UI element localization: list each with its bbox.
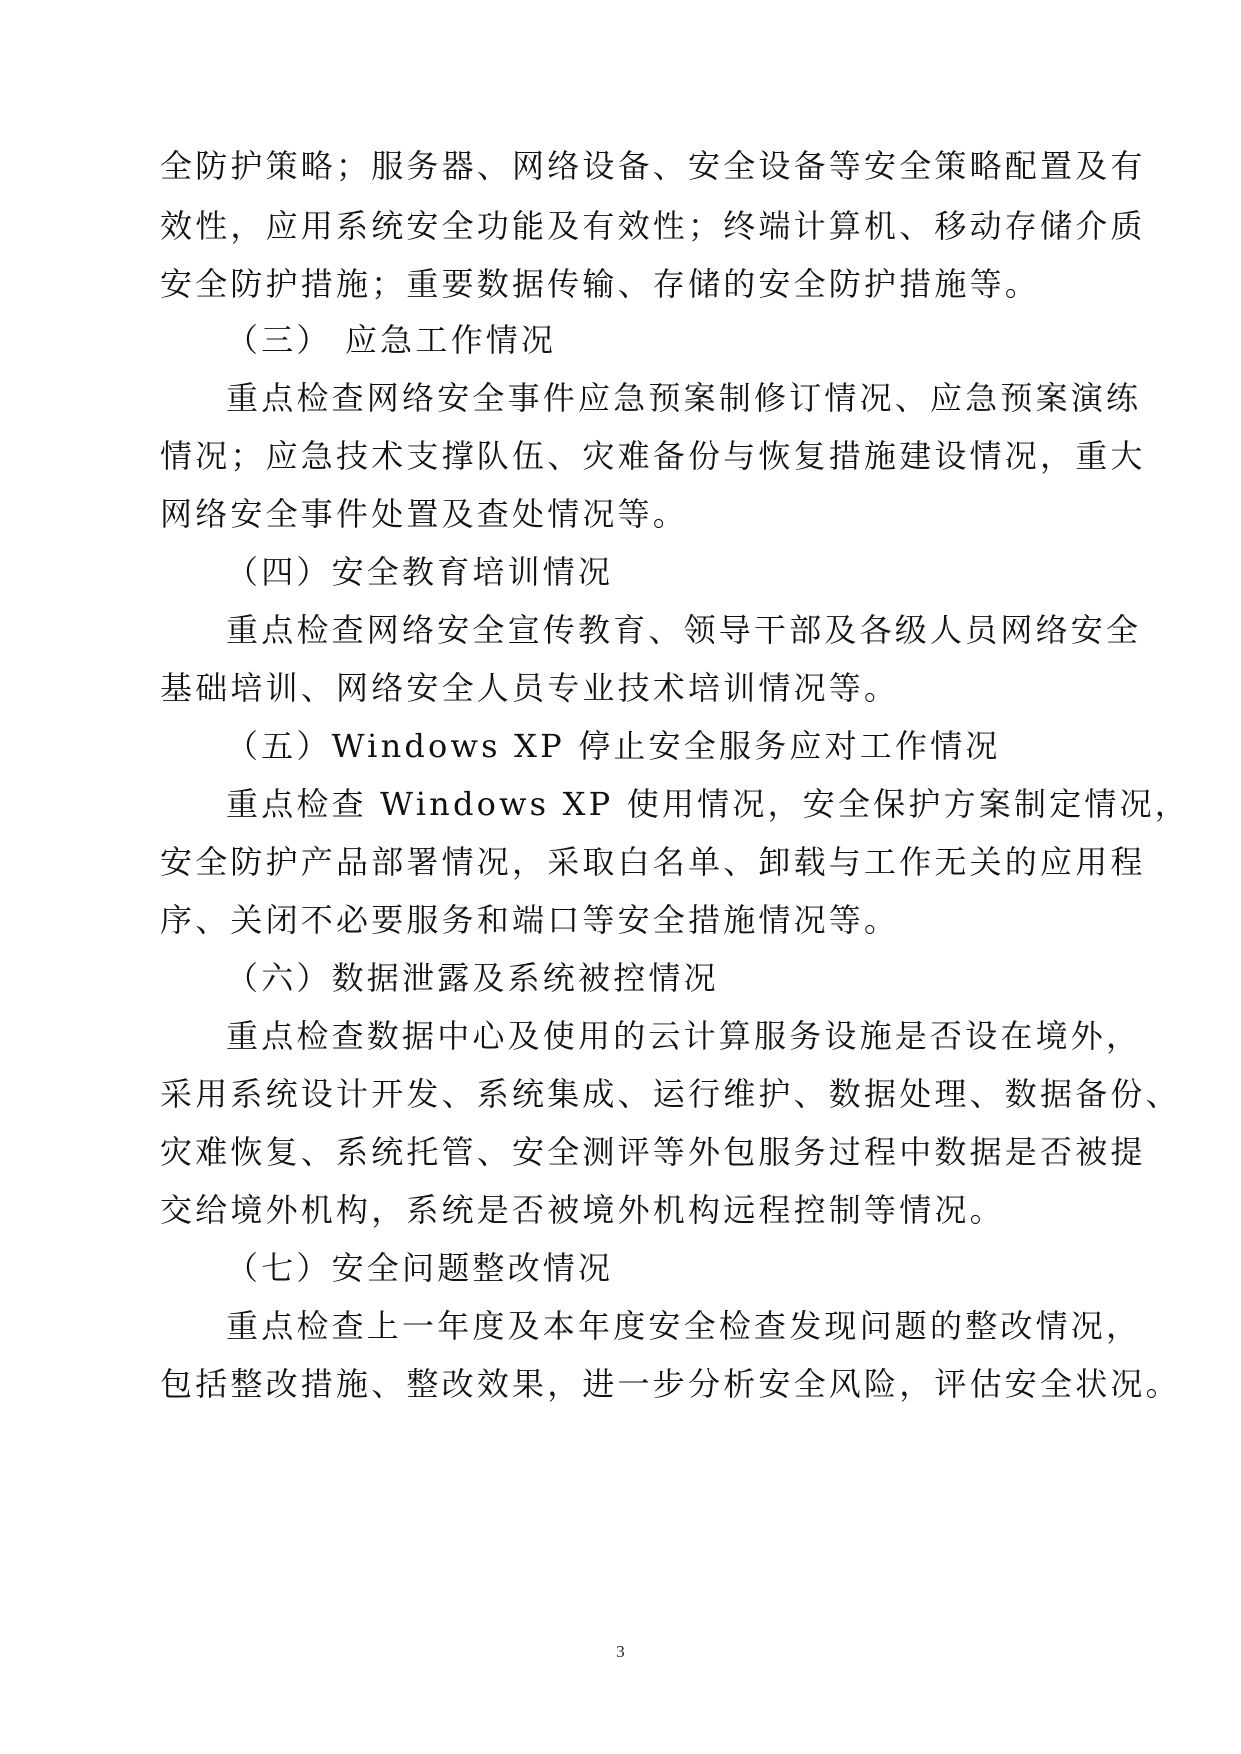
body-text-line: 效性，应用系统安全功能及有效性；终端计算机、移动存储介质: [160, 207, 1146, 245]
body-text-line: 基础培训、网络安全人员专业技术培训情况等。: [160, 669, 900, 707]
section-heading-4: （四）安全教育培训情况: [226, 553, 614, 591]
section-heading-5: （五）Windows XP 停止安全服务应对工作情况: [226, 727, 1001, 765]
section-heading-3: （三） 应急工作情况: [226, 321, 557, 359]
page-number: 3: [616, 1642, 625, 1661]
body-text-line: 安全防护产品部署情况，采取白名单、卸载与工作无关的应用程: [160, 843, 1146, 881]
body-text-line: 交给境外机构，系统是否被境外机构远程控制等情况。: [160, 1191, 1005, 1229]
body-text-line: 安全防护措施；重要数据传输、存储的安全防护措施等。: [160, 265, 1041, 303]
body-text-line: 序、关闭不必要服务和端口等安全措施情况等。: [160, 901, 900, 939]
body-text-line: 网络安全事件处置及查处情况等。: [160, 495, 689, 533]
body-text-line: 包括整改措施、整改效果，进一步分析安全风险，评估安全状况。: [160, 1365, 1181, 1403]
body-text-line: 重点检查上一年度及本年度安全检查发现问题的整改情况，: [226, 1307, 1142, 1345]
body-text-line: 重点检查 Windows XP 使用情况，安全保护方案制定情况，: [226, 785, 1190, 823]
body-text-line: 全防护策略；服务器、网络设备、安全设备等安全策略配置及有: [160, 147, 1146, 185]
section-heading-6: （六）数据泄露及系统被控情况: [226, 959, 719, 997]
section-heading-7: （七）安全问题整改情况: [226, 1249, 614, 1287]
body-text-line: 重点检查网络安全宣传教育、领导干部及各级人员网络安全: [226, 611, 1142, 649]
body-text-line: 采用系统设计开发、系统集成、运行维护、数据处理、数据备份、: [160, 1075, 1181, 1113]
body-text-line: 灾难恢复、系统托管、安全测评等外包服务过程中数据是否被提: [160, 1133, 1146, 1171]
body-text-line: 重点检查网络安全事件应急预案制修订情况、应急预案演练: [226, 379, 1142, 417]
body-text-line: 重点检查数据中心及使用的云计算服务设施是否设在境外，: [226, 1017, 1142, 1055]
body-text-line: 情况；应急技术支撑队伍、灾难备份与恢复措施建设情况，重大: [160, 437, 1146, 475]
